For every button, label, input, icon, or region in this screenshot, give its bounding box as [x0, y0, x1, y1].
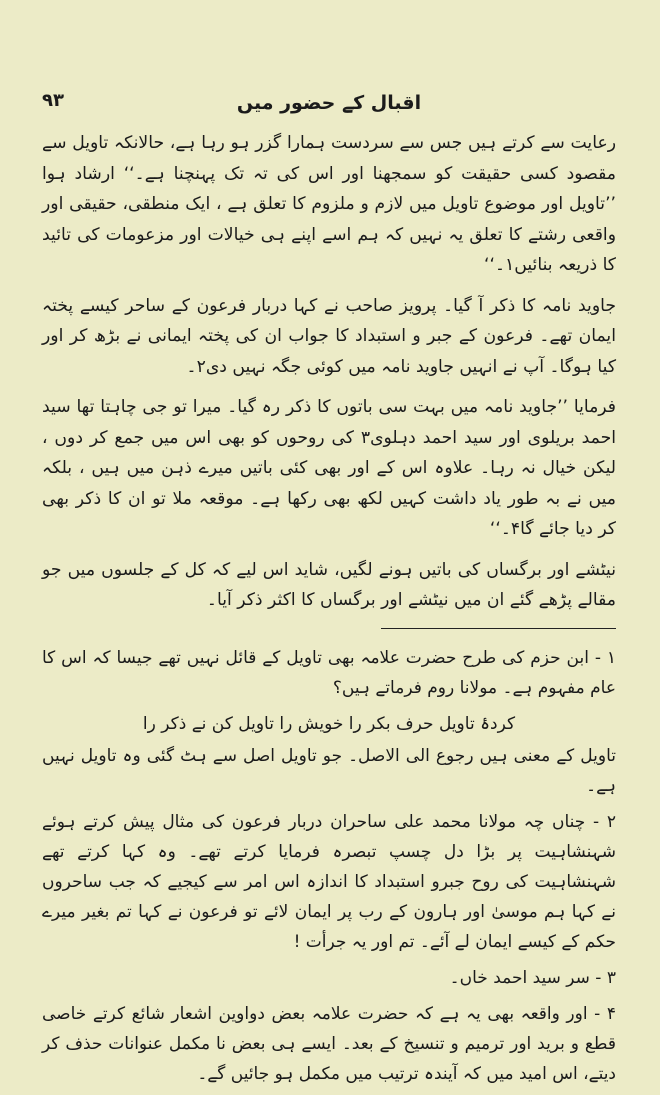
- page-number: ۹۳: [42, 90, 64, 111]
- footnote-1: ۱ - ابن حزم کی طرح حضرت علامہ بھی تاویل کے قائل نہیں تھے جیسا کہ اس کا عام مفہوم ہے۔ مولانا روم فرماتے ہیں؟: [42, 647, 616, 698]
- footnote-4: ۴ - اور واقعہ بھی یہ ہے کہ حضرت علامہ بعض دواوین اشعار شائع کرتے خاصی قطع و برید اور ترمیم و تنسیخ کے بعد۔ ایسے ہی بعض نا مکمل عنوانات حذف کر دیتے، اس امید میں کہ آیندہ ترتیب میں مکمل ہو جائیں گے۔: [42, 1003, 616, 1084]
- paragraph-javid-nama: جاوید نامہ کا ذکر آ گیا۔ پرویز صاحب نے کہا دربار فرعون کے ساحر کیسے پختہ ایمان تھے۔ فرعون کے جبر و استبداد کا جواب ان کی پختہ ایمانی نے بڑھ کر اور کیا ہوگا۔ آپ نے انہیں جاوید نامہ میں کوئی جگہ نہیں دی۲۔: [42, 295, 616, 377]
- footnotes: [42, 643, 616, 1089]
- page-header: [42, 88, 616, 118]
- running-title: اقبال کے حضور میں: [236, 92, 422, 114]
- footnote-3: ۳ - سر سید احمد خاں۔: [449, 967, 616, 988]
- footnote-2: ۲ - چناں چہ مولانا محمد علی ساحران دربار فرعون کی مثال پیش کرتے ہوئے شہنشاہیت پر بڑا دل چسپ تبصرہ فرمایا کرتے تھے۔ وہ کہا کرتے تھے شہنشاہیت کی روح جبرو استبداد کا اندازہ اس امر سے کیجیے کہ جب ساحروں نے کہا ہم موسیٰ اور ہارون کے رب پر ایمان لائے تو فرعون نے کہا تم بغیر میرے حکم کے کیسے ایمان لے آئے۔ تم اور یہ جرأت !: [42, 811, 616, 952]
- paragraph-farmaya: فرمایا ’’جاوید نامہ میں بہت سی باتوں کا ذکر رہ گیا۔ میرا تو جی چاہتا تھا سید احمد بریلوی اور سید احمد دہلوی۳ کی روحوں کو بھی اس میں جمع کر دوں ، لیکن خیال نہ رہا۔ علاوہ اس کے اور بھی کئی باتیں میرے ذہن میں ہیں ، بلکہ میں نے بہ طور یاد داشت کہیں لکھ بھی رکھا ہے۔ موقعہ ملا تو ان کا ذکر بھی کر دیا جائے گا۴۔‘‘: [42, 397, 616, 539]
- paragraph-nietzsche-bergson: نیٹشے اور برگساں کی باتیں ہونے لگیں، شاید اس لیے کہ کل کے جلسوں میں جو مقالے پڑھے گئے ان میں نیٹشے اور برگساں کا اکثر ذکر آیا۔: [42, 559, 616, 610]
- paragraph-tawil: رعایت سے کرتے ہیں جس سے سردست ہمارا گزر ہو رہا ہے، حالانکہ تاویل سے مقصود کسی حقیقت کو سمجھنا اور اس کی تہ تک پہنچنا ہے۔‘‘ ارشاد ہوا ’’تاویل اور موضوع تاویل میں لازم و ملزوم کا تعلق ہے ، ایک منطقی، حقیقی اور واقعی رشتے کا تعلق یہ نہیں کہ ہم اسے اپنے ہی خیالات اور مزعومات کی تائید کا ذریعہ بنائیں۱۔‘‘: [42, 133, 616, 275]
- footnote-1-verse: کردۂ تاویل حرف بکر را خویش را تاویل کن نے ذکر را: [142, 713, 516, 734]
- footnote-divider: [381, 628, 616, 629]
- footnote-1-continuation: تاویل کے معنی ہیں رجوع الی الاصل۔ جو تاویل اصل سے ہٹ گئی وہ تاویل نہیں ہے۔: [42, 745, 616, 796]
- body-text: [42, 128, 616, 1095]
